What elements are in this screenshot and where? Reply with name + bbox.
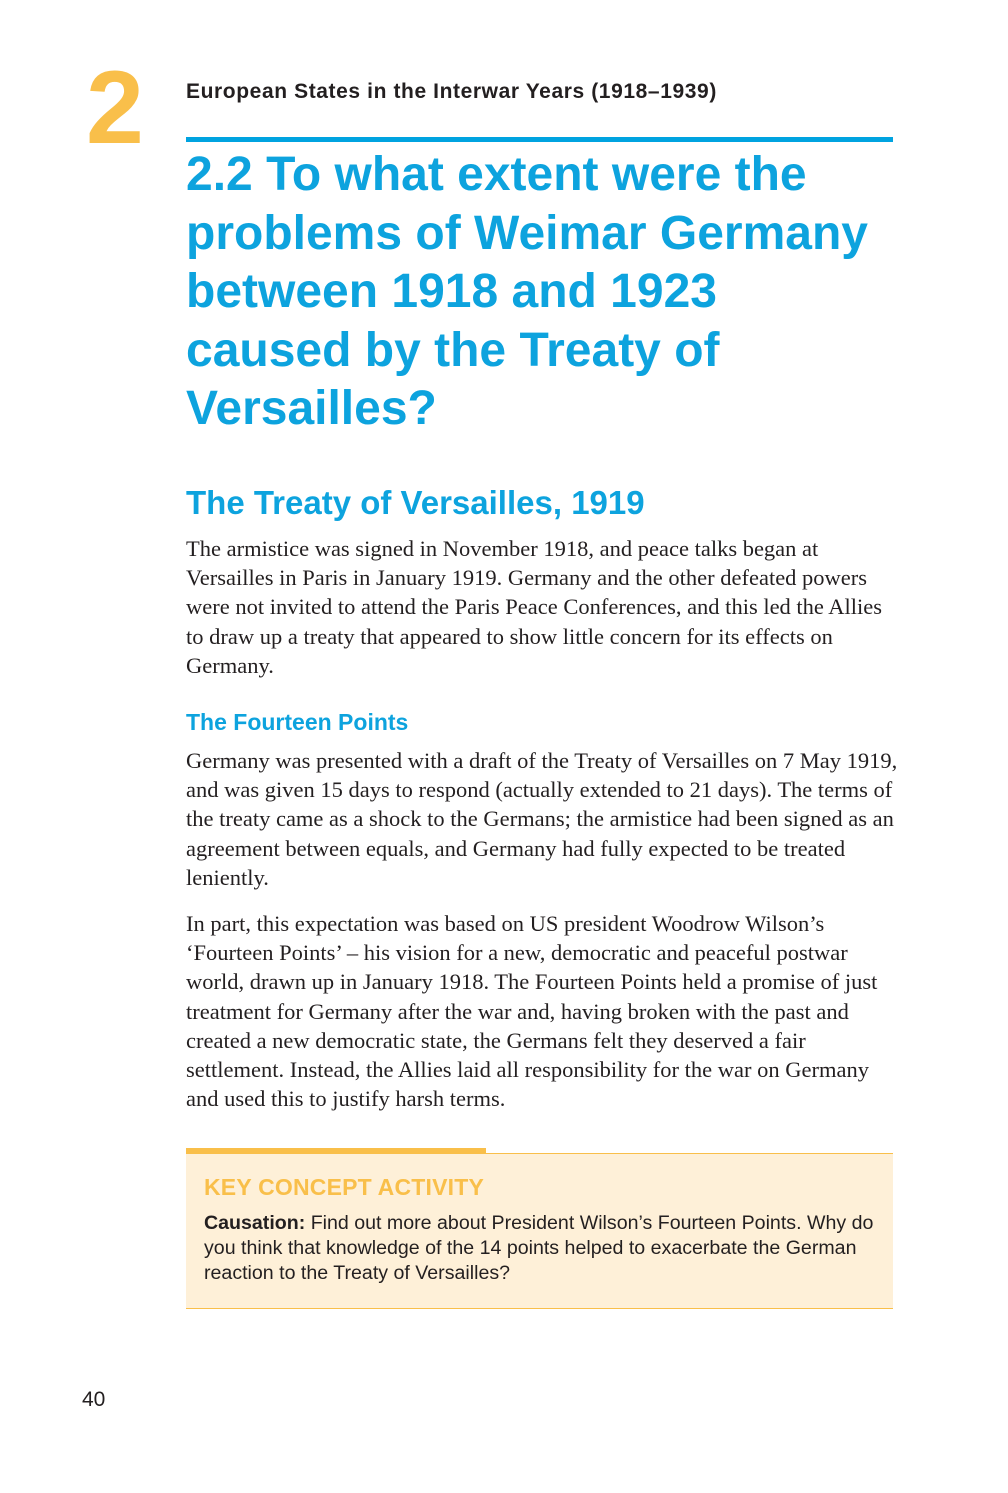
page-number: 40 — [82, 1388, 106, 1411]
fourteen-points-paragraph-1: Germany was presented with a draft of the Treaty of Versailles on 7 May 1919, and was given 15 days to respond (actually extended to 21 days). The terms of the treaty came as a shock to the Germans; the armistice had been signed as an agreement between equals, and Germany had fully expected to be treated leniently. — [186, 748, 898, 890]
key-concept-body: Find out more about President Wilson’s Fourteen Points. Why do you think that knowledge of the 14 points helped to exacerbate the German reaction to the Treaty of Versailles? — [204, 1212, 874, 1284]
chapter-number: 2 — [86, 50, 144, 166]
fourteen-points-heading: The Fourteen Points — [186, 709, 409, 735]
key-concept-box — [186, 1153, 893, 1309]
key-concept-label: Causation: — [204, 1212, 306, 1234]
header-divider — [186, 137, 893, 142]
chapter-title: European States in the Interwar Years (1918–1939) — [186, 80, 717, 103]
treaty-heading: The Treaty of Versailles, 1919 — [186, 484, 645, 521]
treaty-paragraph: The armistice was signed in November 1918, and peace talks began at Versailles in Paris in January 1919. Germany and the other defeated powers were not invited to attend the Paris Peace Conferences, and this led the Allies to draw up a treaty that appeared to show little concern for its effects on Germany. — [186, 536, 883, 678]
section-title: 2.2 To what extent were the problems of Weimar Germany between 1918 and 1923 caused by the Treaty of Versailles? — [186, 148, 868, 435]
fourteen-points-paragraph-2: In part, this expectation was based on US president Woodrow Wilson’s ‘Fourteen Points’ – his vision for a new, democratic and peaceful postwar world, drawn up in January 1918. The Fourteen Points held a promise of just treatment for Germany after the war and, having broken with the past and created a new democratic state, the Germans felt they deserved a fair settlement. Instead, the Allies laid all responsibility for the war on Germany and used this to justify harsh terms. — [186, 911, 878, 1112]
key-concept-text — [204, 1211, 876, 1286]
key-concept-title: KEY CONCEPT ACTIVITY — [204, 1174, 485, 1200]
